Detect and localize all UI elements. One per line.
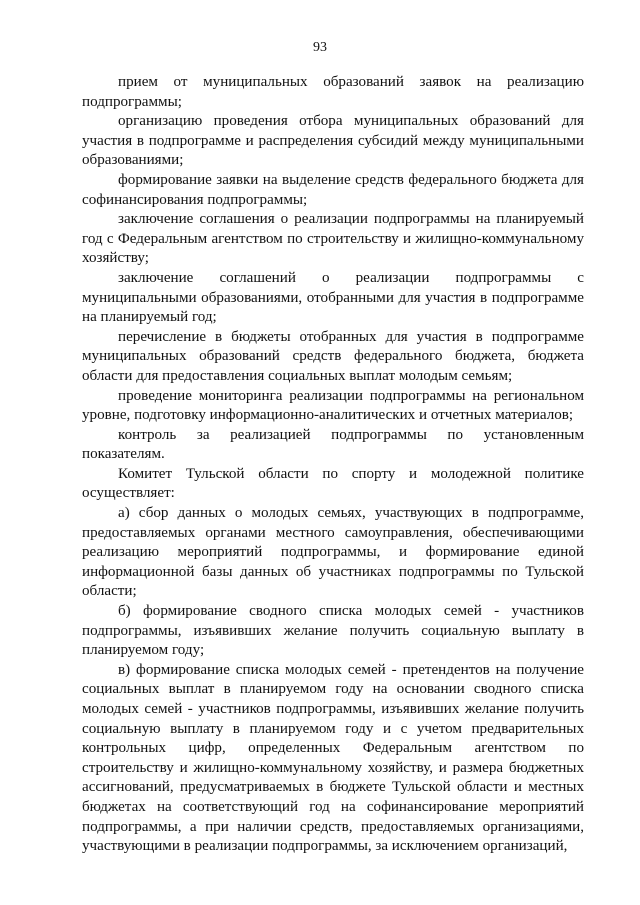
paragraph-committee-intro: Комитет Тульской области по спорту и молодежной политике осуществляет: [82, 465, 584, 502]
paragraph-control: контроль за реализацией подпрограммы по установленным показателям. [82, 426, 584, 463]
paragraph-federal-agreement: заключение соглашения о реализации подпрограммы на планируемый год с Федеральным агентством по строительству и жилищно-коммунальному хозяйству; [82, 211, 584, 267]
paragraph-item-b: б) формирование сводного списка молодых семей - участников подпрограммы, изъявивших желание получить социальную выплату в планируемом году; [82, 603, 584, 659]
document-body [82, 73, 584, 857]
paragraph-receiving-applications: прием от муниципальных образований заявок на реализацию подпрограммы; [82, 74, 584, 110]
paragraph-selection-organization: организацию проведения отбора муниципальных образований для участия в подпрограмме и распределения субсидий между муниципальными образованиями; [82, 113, 584, 169]
paragraph-municipal-agreements: заключение соглашений о реализации подпрограммы с муниципальными образованиями, отобранными для участия в подпрограмме на планируемый год; [82, 269, 584, 326]
page-number: 93 [313, 40, 327, 55]
paragraph-federal-funds-application: формирование заявки на выделение средств федерального бюджета для софинансирования подпрограммы; [82, 171, 584, 208]
paragraph-funds-transfer: перечисление в бюджеты отобранных для участия в подпрограмме муниципальных образований средств федерального бюджета, бюджета области для предоставления социальных выплат молодым семьям; [82, 328, 584, 384]
paragraph-monitoring: проведение мониторинга реализации подпрограммы на региональном уровне, подготовку информационно-аналитических и отчетных материалов; [82, 387, 584, 424]
paragraph-item-a: а) сбор данных о молодых семьях, участвующих в подпрограмме, предоставляемых органами местного самоуправления, обеспечивающими реализацию мероприятий подпрограммы, и формирование единой информационной базы данных об участниках подпрограммы по Тульской области; [82, 505, 584, 600]
paragraph-item-v: в) формирование списка молодых семей - претендентов на получение социальных выплат в планируемом году на основании сводного списка молодых семей - участников подпрограммы, изъявивших желание получить социальную выплату в планируемом году и с учетом предварительных контрольных цифр, определенных Федеральным агентством по строительству и жилищно-коммунальному хозяйству, и размера бюджетных ассигнований, предусматриваемых в бюджете Тульской области и местных бюджетах на соответствующий год на софинансирование мероприятий подпрограммы, а при наличии средств, предоставляемых организациями, участвующими в реализации подпрограммы, за исключением организаций, [82, 661, 584, 855]
